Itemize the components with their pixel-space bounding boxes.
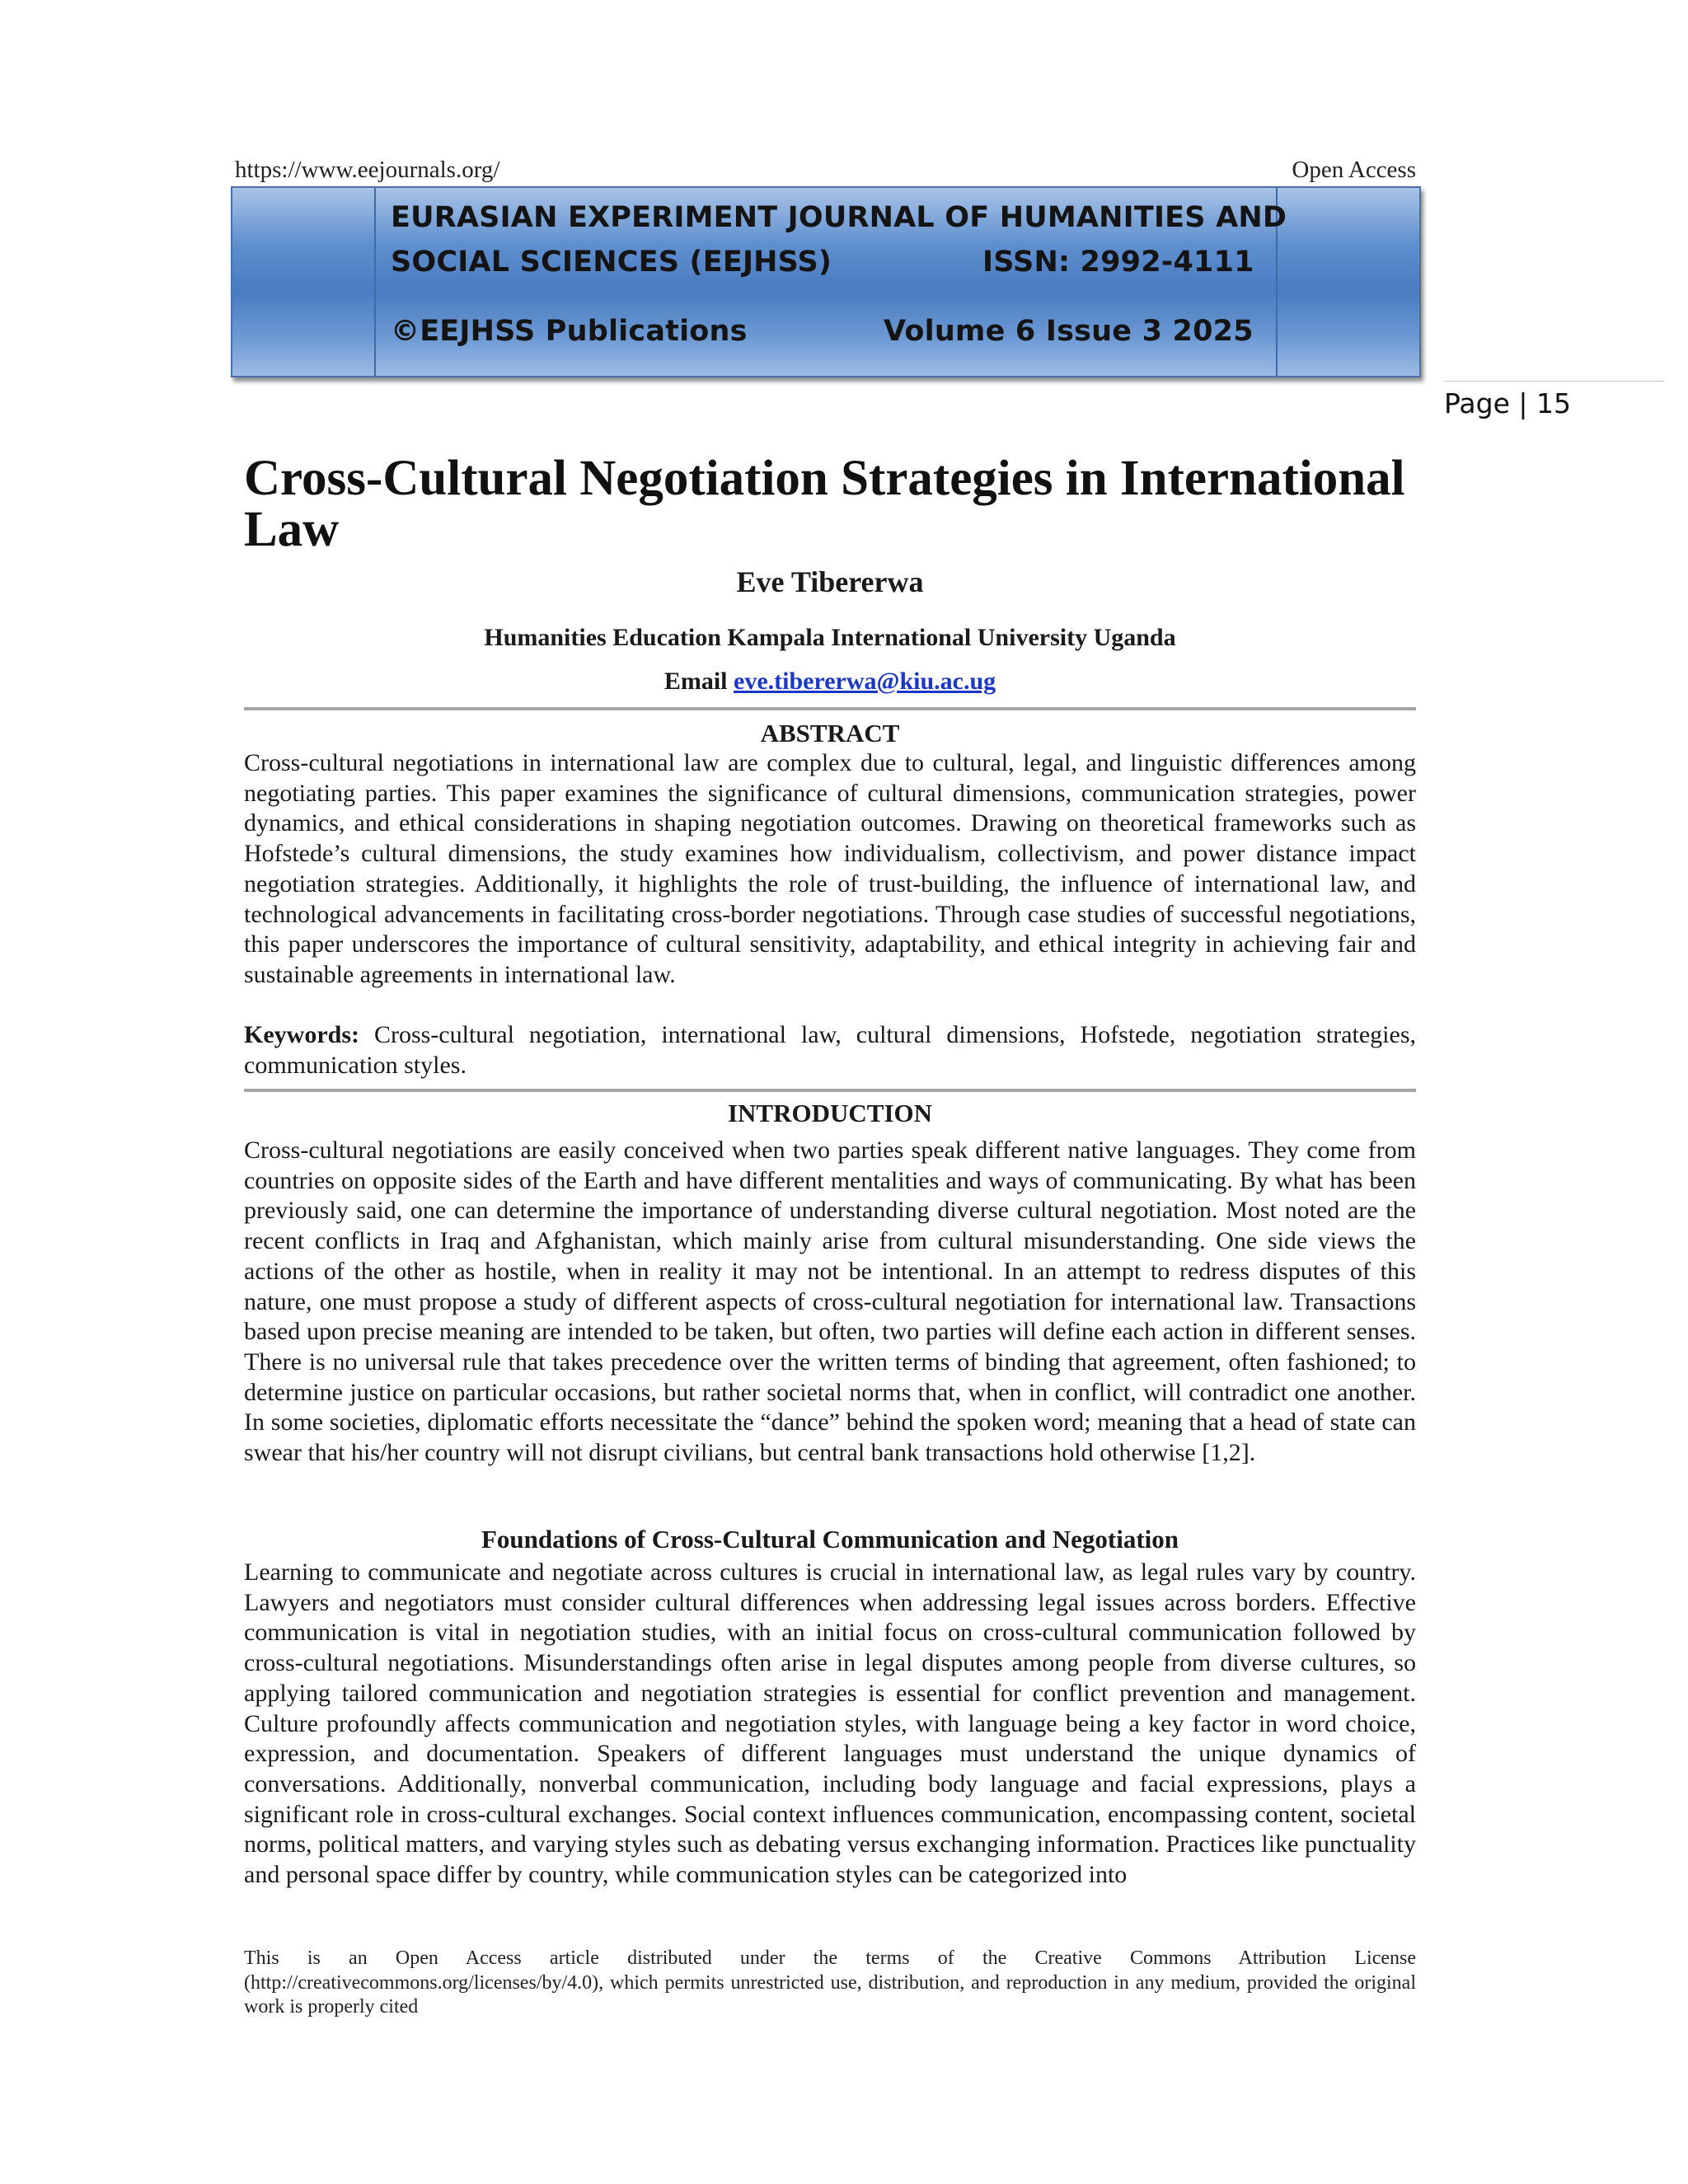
abstract-text: Cross-cultural negotiations in international law are complex due to cultural, legal, and linguistic differences among negotiating parties. This paper examines the significance of cultural dimensions, communication strategies, power dynamics, and ethical considerations in shaping negotiation outcomes. Drawing on theoretical frameworks such as Hofstede’s cultural dimensions, the study examines how individualism, collectivism, and power distance impact negotiation strategies. Additionally, it highlights the role of trust-building, the influence of international law, and technological advancements in facilitating cross-border negotiations. Through case studies of successful negotiations, this paper underscores the importance of cultural sensitivity, adaptability, and ethical integrity in achieving fair and sustainable agreements in international law. (244, 749, 1416, 988)
journal-name-line2: SOCIAL SCIENCES (EEJHSS) (391, 246, 832, 279)
journal-url-link[interactable]: https://www.eejournals.org/ (235, 157, 500, 183)
author-name: Eve Tibererwa (736, 565, 924, 598)
page-number-rule (1444, 381, 1665, 382)
email-link[interactable]: eve.tibererwa@kiu.ac.ug (734, 668, 996, 695)
section-divider (244, 1089, 1416, 1092)
page-number: Page | 15 (1444, 387, 1571, 419)
author-affiliation: Humanities Education Kampala International University Uganda (484, 624, 1176, 651)
journal-volume-issue: Volume 6 Issue 3 2025 (884, 315, 1254, 348)
keywords (244, 1020, 1416, 1080)
introduction-heading: INTRODUCTION (727, 1099, 933, 1127)
license-footer: This is an Open Access article distributed under the terms of the Creative Commons Attribution License (http://creativecommons.org/licenses/by/4.0), which permits unrestricted use, distribution, and reproduction in any medium, provided the original work is properly cited (244, 1947, 1416, 2018)
open-access-label: Open Access (1292, 157, 1416, 183)
section-divider (244, 707, 1416, 710)
article-title: Cross-Cultural Negotiation Strategies in International Law (244, 451, 1405, 557)
journal-name-line1: EURASIAN EXPERIMENT JOURNAL OF HUMANITIES AND (391, 201, 1287, 234)
keywords-list: Cross-cultural negotiation, international law, cultural dimensions, Hofstede, negotiation strategies, communication styles. (244, 1021, 1417, 1079)
introduction-text: Cross-cultural negotiations are easily conceived when two parties speak different native languages. They come from countries on opposite sides of the Earth and have different mentalities and ways of communicating. By what has been previously said, one can determine the importance of understanding diverse cultural negotiation. Most noted are the recent conflicts in Iraq and Afghanistan, which mainly arise from cultural misunderstanding. One side views the actions of the other as hostile, when in reality it may not be intentional. In an attempt to redress disputes of this nature, one must propose a study of different aspects of cross-cultural negotiation for international law. Transactions based upon precise meaning are intended to be taken, but often, two parties will define each action in different senses. There is no universal rule that takes precedence over the written terms of binding that agreement, often fashioned; to determine justice on particular occasions, but rather societal norms that, when in conflict, will contradict one another. In some societies, diplomatic efforts necessitate the “dance” behind the spoken word; meaning that a head of state can swear that his/her country will not disrupt civilians, but central bank transactions hold otherwise [1,2]. (244, 1137, 1416, 1467)
keywords-label: Keywords: (244, 1021, 359, 1048)
journal-banner (231, 186, 1421, 377)
journal-publisher: ©EEJHSS Publications (391, 315, 748, 348)
banner-divider-left (374, 188, 376, 376)
author-email-line (244, 668, 1416, 696)
foundations-heading: Foundations of Cross-Cultural Communication and Negotiation (481, 1525, 1179, 1554)
email-label: Email (663, 668, 728, 695)
journal-issn: ISSN: 2992-4111 (982, 246, 1254, 279)
foundations-text: Learning to communicate and negotiate across cultures is crucial in international law, as legal rules vary by country. Lawyers and negotiators must consider cultural differences when addressing legal issues across borders. Effective communication is vital in negotiation studies, with an initial focus on cross-cultural communication followed by cross-cultural negotiations. Misunderstandings often arise in legal disputes among people from diverse cultures, so applying tailored communication and negotiation strategies is essential for conflict prevention and management. Culture profoundly affects communication and negotiation styles, with language being a key factor in word choice, expression, and documentation. Speakers of different languages must understand the unique dynamics of conversations. Additionally, nonverbal communication, including body language and facial expressions, plays a significant role in cross-cultural exchanges. Social context influences communication, encompassing content, societal norms, political matters, and varying styles such as debating versus exchanging information. Practices like punctuality and personal space differ by country, while communication styles can be categorized into (244, 1558, 1416, 1889)
abstract-heading: ABSTRACT (760, 719, 900, 748)
